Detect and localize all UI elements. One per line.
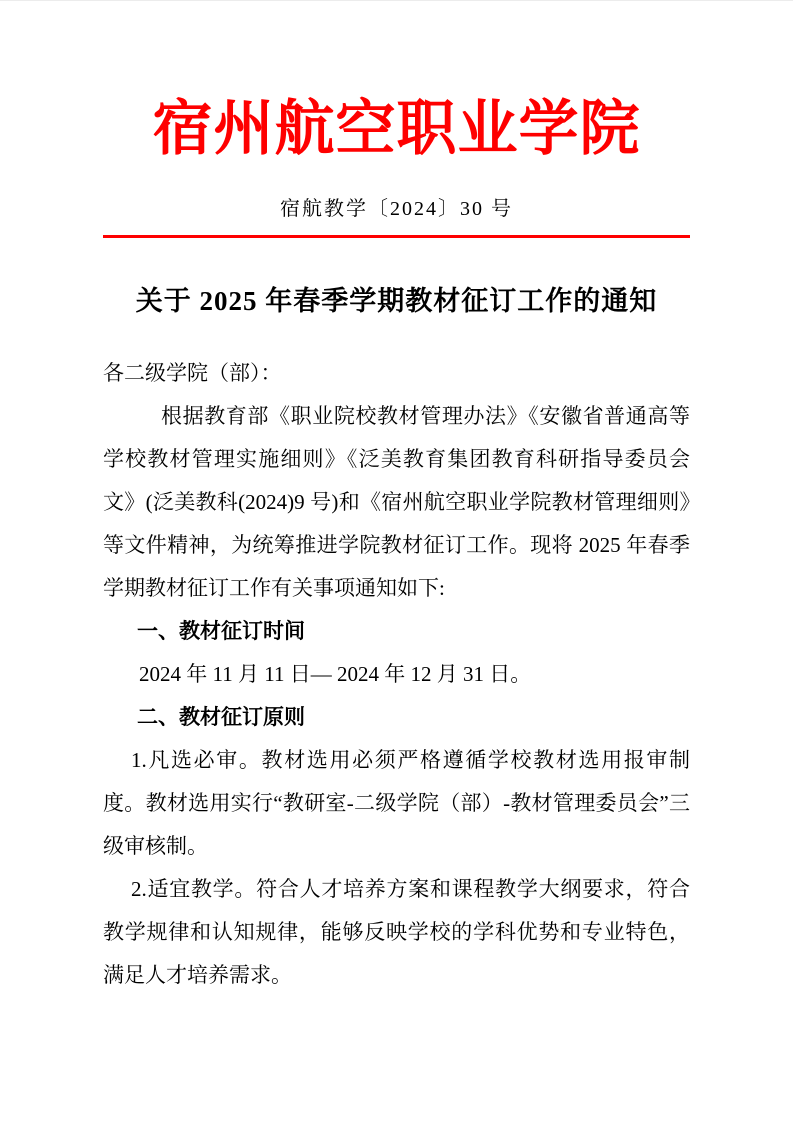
- paragraph-principle-1: 1.凡选必审。教材选用必须严格遵循学校教材选用报审制度。教材选用实行“教研室-二级学院（部）-教材管理委员会”三级审核制。: [103, 747, 690, 858]
- section-heading-1: 一、教材征订时间: [137, 618, 305, 643]
- salutation: 各二级学院（部）：: [103, 360, 282, 385]
- paragraph-intro: 根据教育部《职业院校教材管理办法》《安徽省普通高等学校教材管理实施细则》《泛美教育集团教育科研指导委员会文》(泛美教科(2024)9 号)和《宿州航空职业学院教材管理细则》等文件精神，为统筹推进学院教材征订工作。现将 2025 年春季学期教材征订工作有关事项通知如下:: [103, 403, 690, 600]
- paragraph-date-range: 2024 年 11 月 11 日— 2024 年 12 月 31 日。: [139, 661, 532, 686]
- doc-number: 宿航教学〔2024〕30 号: [280, 198, 513, 220]
- notice-body: [103, 352, 690, 997]
- org-name-heading: 宿州航空职业学院: [152, 96, 641, 162]
- paragraph-principle-2: 2.适宜教学。符合人才培养方案和课程教学大纲要求，符合教学规律和认知规律，能够反映学校的学科优势和专业特色，满足人才培养需求。: [103, 876, 690, 987]
- section-heading-2: 二、教材征订原则: [137, 704, 305, 729]
- notice-document: [0, 1, 793, 1123]
- red-divider-line: [103, 235, 690, 238]
- notice-title: 关于 2025 年春季学期教材征订工作的通知: [135, 286, 658, 316]
